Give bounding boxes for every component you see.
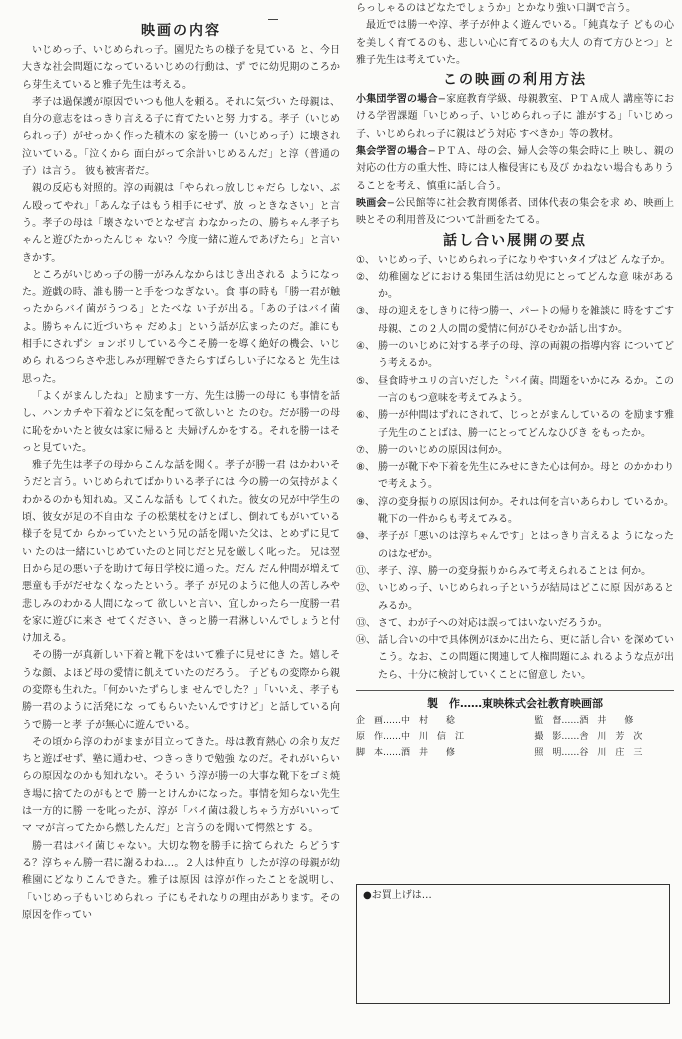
story-paragraph-8: その頃から淳のわがままが目立ってきた。母は教育熱心 の余り友だちと遊ばせず、塾に通わせ、つきっきりで勉強 なのだ。それがいらいらの原因なのかも知れない。そうい う淳が勝一の大事な靴下をゴミ焼き場に捨てたのがもとで 勝一とけんかになった。事情を知らない先生は一方的に勝 一を叱ったが、淳が「バイ菌は殺しちゃう方がいいってマ マが言ってたから燃したんだ」と言うのを聞いて愕然とす る。	[22, 736, 340, 835]
point-number: ⑨、	[356, 496, 375, 508]
story-paragraph-9: 勝一君はバイ菌じゃない。大切な物を勝手に捨てられた らどうする？淳ちゃん勝一君に謝るわね…。２人は仲直り したが淳の母親が幼稚園にどなりこんできた。雅子は原因 は淳が作ったことを説明し、「いじめっ子もいじめられっ 子にもそれなりの理由があります。その原因を作ってい	[22, 840, 340, 921]
usage-label: 集会学習の場合	[356, 146, 428, 158]
discussion-point	[356, 442, 674, 459]
usage-text: −家庭教育学級、母親教室、ＰＴＡ成人 講座等における学習課題「いじめっ子、いじめられっ子に 誰がする」「いじめっ子、いじめられっ子に親はどう対応 すべきか」等の教材。	[356, 94, 675, 140]
discussion-point	[356, 407, 674, 442]
point-text: 孝子が「悪いのは淳ちゃんです」とはっきり言えるよ うになったのはなぜか。	[378, 531, 674, 560]
discussion-point	[356, 459, 674, 494]
discussion-points	[356, 252, 674, 684]
credit-row	[356, 713, 674, 729]
usage-item-assembly	[356, 143, 674, 195]
credit-lighting: 照 明……谷 川 庄 三	[534, 747, 643, 758]
point-text: 母の迎えをしきりに待つ勝一、パートの帰りを雑談に 時をすごす母親、この２人の間の愛情に何がひそむか話し出すか。	[378, 306, 674, 335]
discussion-point	[356, 528, 674, 563]
purchase-note-box	[356, 884, 670, 1004]
story-paragraph-6: 雅子先生は孝子の母からこんな話を聞く。孝子が勝一君 はかわいそうだと言う。いじめられてばかりいる孝子には 今の勝一の気持がよくわかるのかも知れぬ。又こんな話も してくれた。彼女の兄が中学生の頃、彼女が足の不自由な 子の松葉杖をけとばし、倒れてもがいている様子を見てか らかっていたという兄の話を聞いた父は、とめずに見てい たのは一緒にいじめていたのと同じだと兄を厳しく叱った。 兄は翌日から足の悪い子を助けて毎日学校に通った。だん だん仲間が増えて悪童も手がだせなくなったという。孝子 が兄のように他人の苦しみや悲しみのわかる人間になって 欲しいと言い、宜しかったら一度勝一君を家に遊びに来さ せてください、きっと勝一君淋しいんでしょうと付け加える。	[22, 460, 340, 645]
point-text: 淳の変身振りの原因は何か。それは何を言いあらわし ているか。靴下の一件からも考えてみる。	[378, 496, 674, 526]
usage-label: 映画会	[356, 197, 387, 209]
credits-divider	[356, 690, 674, 691]
credit-script: 脚 本……酒 井 修	[356, 747, 456, 758]
credit-original: 原 作……中 川 信 江	[356, 731, 465, 742]
discussion-point	[356, 373, 674, 408]
point-number: ④、	[356, 341, 375, 353]
credit-camera: 撮 影……舎 川 芳 次	[534, 731, 643, 742]
points-heading: 話し合い展開の要点	[443, 232, 587, 249]
usage-label: 小集団学習の場合	[356, 94, 438, 106]
usage-item-screening	[356, 195, 674, 230]
discussion-point	[356, 338, 674, 373]
point-text: さて、わが子への対応は誤ってはいないだろうか。	[378, 617, 608, 629]
point-text: いじめっ子、いじめられっ子になりやすいタイプはど んな子か。	[378, 254, 671, 266]
point-text: 勝一が仲間はずれにされて、じっとがまんしているの を励ます雅子先生のことばは、勝一にとってどんなひびき をもったか。	[378, 410, 674, 439]
point-number: ⑧、	[356, 462, 375, 474]
point-text: 昼食時サユリの言いだした〝バイ菌〟問題をいかにみ るか。この一言のもつ意味を考えてみよう。	[378, 375, 674, 404]
point-number: ③、	[356, 306, 375, 318]
discussion-point	[356, 252, 674, 269]
story-paragraph-5: 「よくがまんしたね」と励ます一方、先生は勝一の母に も事情を話し、ハンカチや下着などに気を配って欲しいと たのむ。だが勝一の母に恥をかいたと彼女は家に帰ると 夫婦げんかをする。それを勝一はそっと見ていた。	[22, 390, 340, 454]
point-number: ⑩、	[356, 531, 375, 543]
story-closing: 最近では勝一や淳、孝子が仲よく遊んでいる。「純真な子 どもの心を美しく育てるのも、悲しい心に育てるのも大人 の育て方ひとつ」と雅子先生は考えていた。	[356, 20, 674, 66]
usage-item-small-group	[356, 91, 674, 143]
discussion-point	[356, 615, 674, 632]
point-number: ⑭、	[356, 635, 376, 647]
left-column	[22, 0, 340, 924]
credit-planning: 企 画……中 村 稔	[356, 715, 456, 726]
discussion-point	[356, 563, 674, 580]
right-column	[356, 0, 674, 761]
content-heading: 映画の内容	[141, 23, 221, 39]
credit-row	[356, 729, 674, 745]
discussion-point	[356, 580, 674, 615]
purchase-note-label: ●お買上げは…	[363, 890, 432, 901]
discussion-point	[356, 303, 674, 338]
story-paragraph-3: 親の反応も対照的。淳の両親は「やられっ放しじゃだら しない、ぶん殴ってやれ」「あんな子はもう相手にせず、放 っときなさい」と言う。孝子の母は「壊さないでとなぜ言 わなかったの、勝ちゃん孝子ちゃんと遊びたかったんじゃ ない？今度一緒に遊んであげたら」と言いきかす。	[22, 183, 340, 264]
usage-text: −公民館等に社会教育関係者、団体代表の集会を求 め、映画上映とその利用普及について計画をたてる。	[356, 197, 674, 227]
story-paragraph-2: 孝子は過保護が原因でいつも他人を頼る。それに気づい た母親は、自分の意志をはっきり言える子に育てたいと努 力する。孝子（いじめられっ子）がせっかく作った積木の 家を勝一（いじめっ子）に壊され泣いている。「泣くから 面白がって余計いじめるんだ」と淳（普通の子）は言う。 彼も被害者だ。	[22, 96, 340, 178]
point-text: 勝一のいじめの原因は何か。	[378, 444, 508, 456]
story-paragraph-1: いじめっ子、いじめられっ子。園児たちの様子を見ている と、今日大きな社会問題になっているいじめの行動は、ず でに幼児期のころから芽生えていると雅子先生は考える。	[22, 45, 340, 91]
discussion-point	[356, 494, 674, 529]
story-paragraph-4: ところがいじめっ子の勝一がみんなからはじき出される ようになった。遊戯の時、誰も勝一と手をつなぎない。食 事の時も「勝一君が触ったからバイ菌がうつる」とたべな い子が出る。「あの子はバイ菌よ。勝ちゃんに近づいちゃ だめよ」という話が広まったのだ。誰にも相手にされずシ ョンボリしている今こそ勝一を導く絶好の機会、いじめら れるつらさや悲しみが理解できたらすばらしい子になると 先生は思った。	[22, 269, 340, 385]
story-paragraph-7: その勝一が真新しい下着と靴下をはいて雅子に見せにき た。嬉しそうな顔、よほど母の愛情に飢えていたのだろう。 子どもの変際から親の変際も生れた。「何かいたずらしま せんでした？」「いいえ、孝子も勝一君のように活発にな ってもらいたいんですけど」と話している向うで勝一と孝 子が無心に遊んでいる。	[22, 650, 340, 731]
usage-heading: この映画の利用方法	[443, 72, 587, 89]
point-number: ①、	[356, 254, 375, 266]
point-number: ⑦、	[356, 444, 375, 456]
point-number: ⑥、	[356, 410, 375, 422]
point-text: 話し合いの中で具体例がほかに出たら、更に話し合い を深めていこう。なお、この問題に関連して人権問題にふ れるような点が出たら、十分に検討していくことに留意し たい。	[378, 635, 674, 681]
point-text: 勝一のいじめに対する孝子の母、淳の両親の指導内容 についてどう考えるか。	[378, 341, 674, 370]
point-text: 幼稚園などにおける集団生活は幼児にとってどんな意 味があるか。	[378, 271, 674, 301]
credit-row	[356, 745, 674, 761]
point-text: 孝子、淳、勝一の変身振りからみて考えられることは 何か。	[378, 565, 652, 577]
point-number: ⑫、	[356, 583, 376, 595]
point-text: 勝一が靴下や下着を先生にみせにきた心は何か。母と のかかわりで考えよう。	[378, 462, 674, 491]
story-continuation: らっしゃるのはどなたでしょうか」とかなり強い口調で言う。	[356, 3, 636, 14]
usage-text: −ＰＴＡ、母の会、婦人会等の集会時に上 映し、親の対応の仕方の重大性、時には人権侵害にも及び かねない場合もありうることを考え、慎重に話し合う。	[356, 146, 675, 192]
production-credit: 製 作……東映株式会社教育映画部	[427, 696, 603, 710]
point-number: ⑬、	[356, 617, 376, 629]
discussion-point	[356, 269, 674, 304]
point-number: ②、	[356, 271, 375, 283]
point-text: いじめっ子、いじめられっ子というが結局はどこに原 因があるとみるか。	[378, 583, 674, 612]
point-number: ⑪、	[356, 565, 376, 577]
point-number: ⑤、	[356, 375, 375, 387]
credit-director: 監 督……酒 井 修	[534, 715, 634, 726]
discussion-point	[356, 632, 674, 684]
